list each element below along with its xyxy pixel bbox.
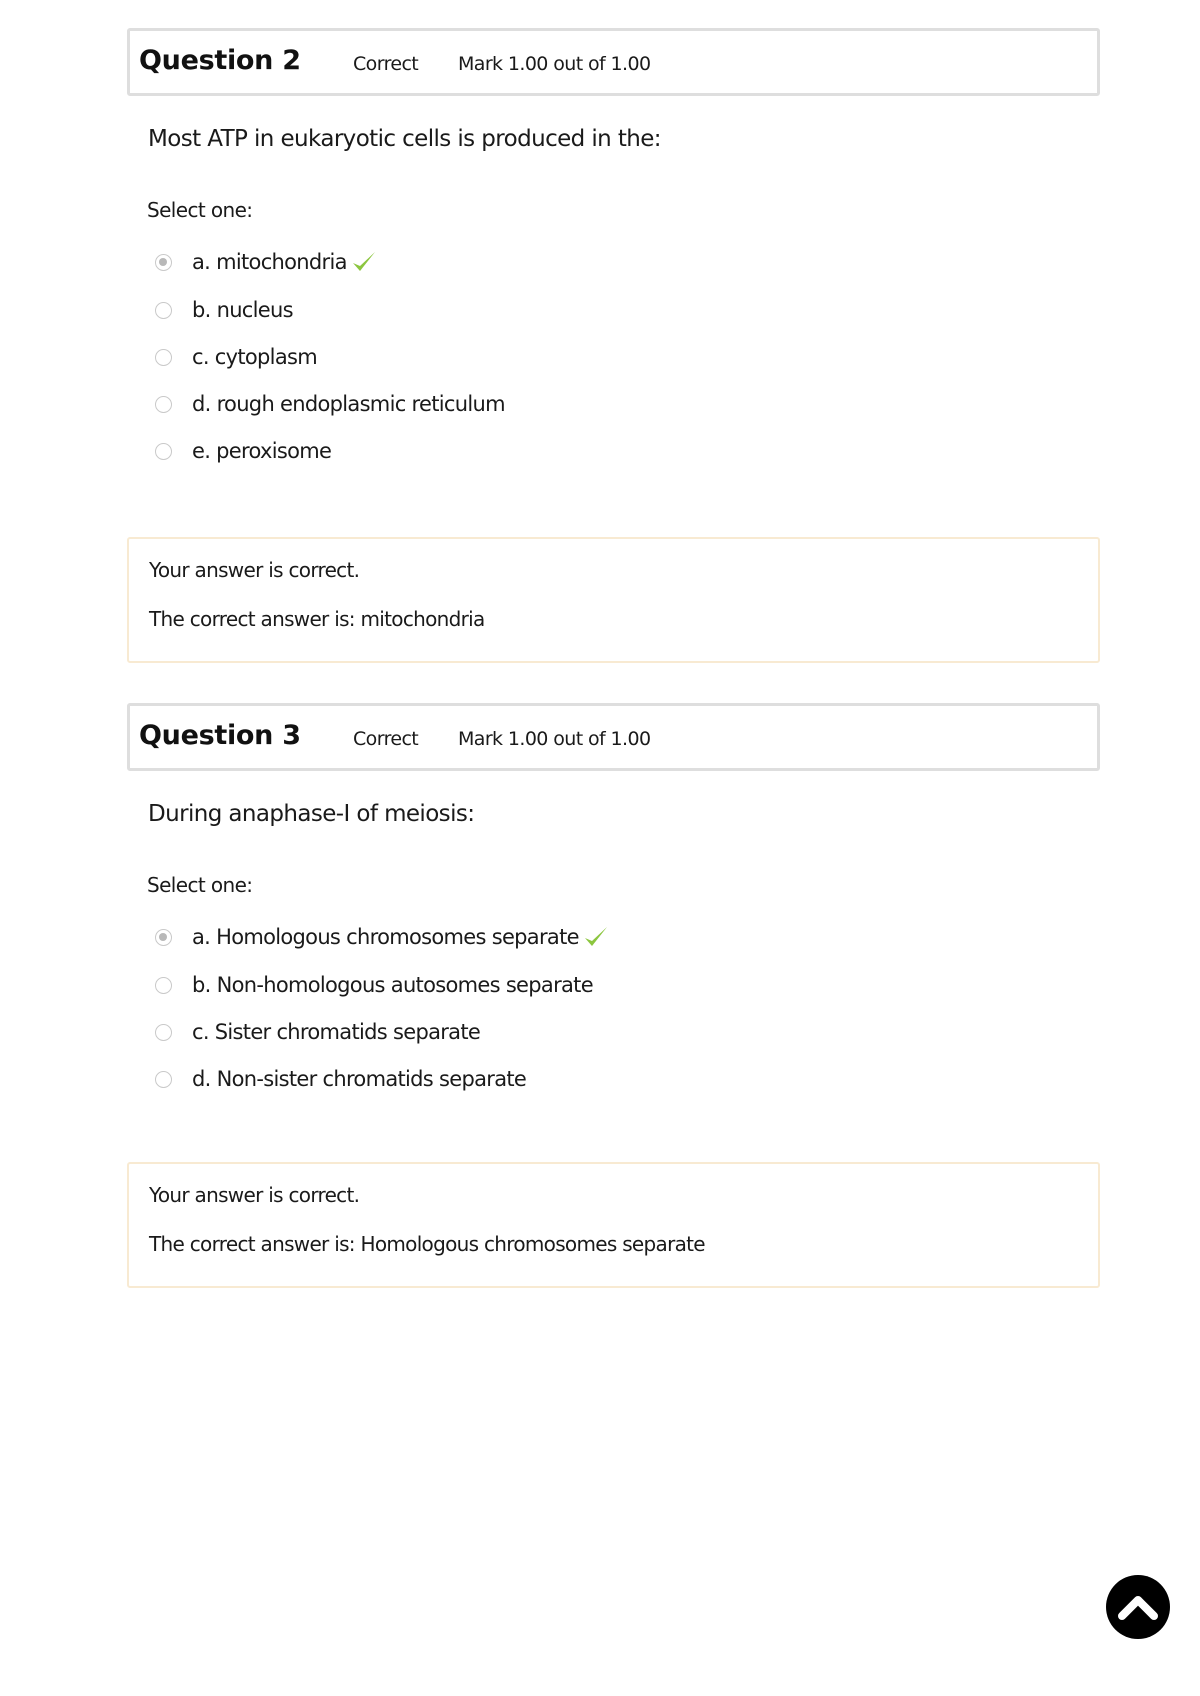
radio-button[interactable]	[155, 254, 172, 271]
option-b[interactable]	[155, 295, 293, 325]
feedback-status: Your answer is correct.	[149, 558, 360, 582]
radio-button[interactable]	[155, 1024, 172, 1041]
question-state: Correct	[353, 728, 419, 750]
radio-button[interactable]	[155, 396, 172, 413]
option-label: a. Homologous chromosomes separate	[192, 925, 579, 949]
option-a[interactable]	[155, 922, 609, 952]
radio-button[interactable]	[155, 929, 172, 946]
option-a[interactable]	[155, 247, 377, 277]
option-label: a. mitochondria	[192, 250, 347, 274]
radio-button[interactable]	[155, 302, 172, 319]
chevron-up-icon	[1118, 1592, 1158, 1622]
option-e[interactable]	[155, 436, 331, 466]
option-label: c. Sister chromatids separate	[192, 1020, 481, 1044]
question-mark: Mark 1.00 out of 1.00	[458, 728, 651, 750]
option-c[interactable]	[155, 342, 317, 372]
question-text: Most ATP in eukaryotic cells is produced in the:	[148, 126, 661, 152]
select-one-prompt: Select one:	[147, 873, 253, 897]
feedback-status: Your answer is correct.	[149, 1183, 360, 1207]
feedback-box	[127, 537, 1100, 663]
radio-button[interactable]	[155, 349, 172, 366]
option-c[interactable]	[155, 1017, 480, 1047]
question-title: Question 3	[139, 720, 301, 751]
option-b[interactable]	[155, 970, 593, 1000]
question-mark: Mark 1.00 out of 1.00	[458, 53, 651, 75]
option-label: b. Non-homologous autosomes separate	[192, 973, 593, 997]
feedback-correct-answer: The correct answer is: mitochondria	[149, 607, 485, 631]
radio-button[interactable]	[155, 1071, 172, 1088]
option-d[interactable]	[155, 1064, 526, 1094]
question-title: Question 2	[139, 45, 301, 76]
option-d[interactable]	[155, 389, 505, 419]
check-icon	[351, 249, 377, 275]
question-header	[127, 703, 1100, 771]
feedback-box	[127, 1162, 1100, 1288]
question-text: During anaphase-I of meiosis:	[148, 801, 475, 827]
feedback-correct-answer: The correct answer is: Homologous chromosomes separate	[149, 1232, 705, 1256]
radio-button[interactable]	[155, 977, 172, 994]
scroll-to-top-button[interactable]	[1106, 1575, 1170, 1639]
option-label: b. nucleus	[192, 298, 293, 322]
radio-button[interactable]	[155, 443, 172, 460]
option-label: d. Non-sister chromatids separate	[192, 1067, 527, 1091]
question-state: Correct	[353, 53, 419, 75]
check-icon	[583, 924, 609, 950]
option-label: c. cytoplasm	[192, 345, 317, 369]
option-label: e. peroxisome	[192, 439, 332, 463]
question-header	[127, 28, 1100, 96]
select-one-prompt: Select one:	[147, 198, 253, 222]
option-label: d. rough endoplasmic reticulum	[192, 392, 505, 416]
